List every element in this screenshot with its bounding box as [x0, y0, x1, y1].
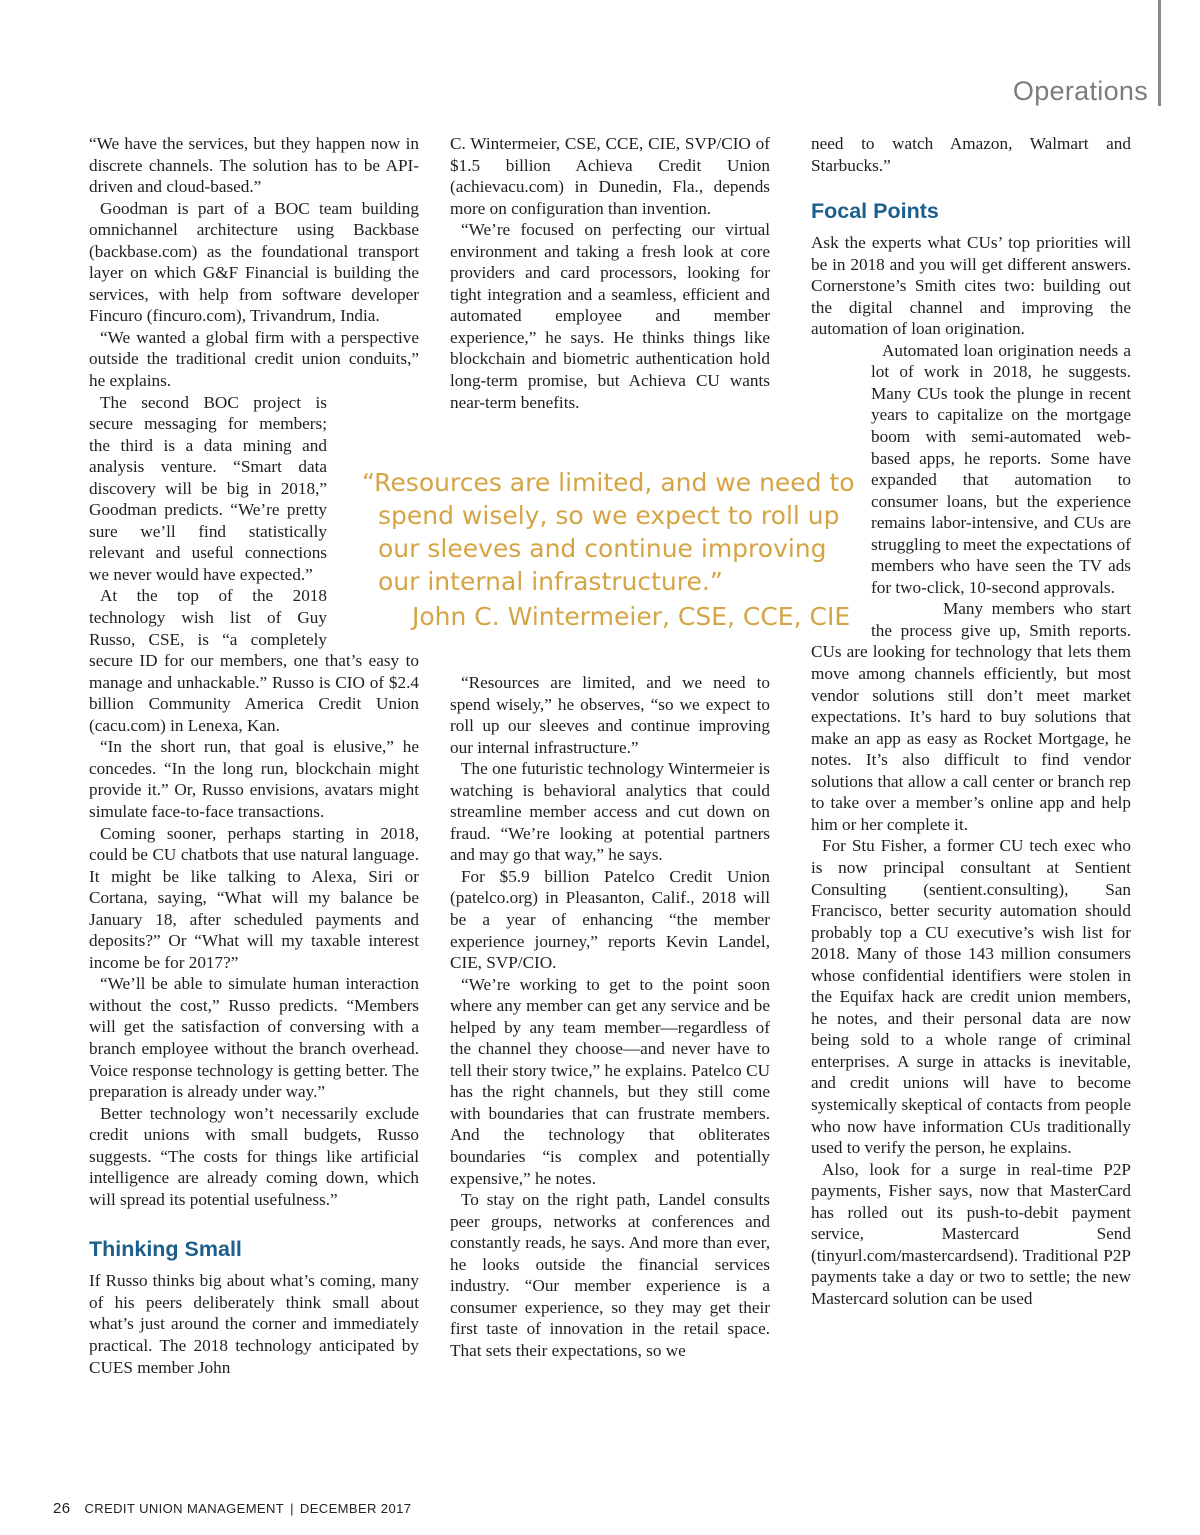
section-label: Operations	[1012, 76, 1148, 106]
paragraph: “We’re working to get to the point soon where any member can get any service and be helped by any team member—regardless of the channel they choose—and never have to tell their story twice,” he explains. Patelco CU has the right channels, but they still come with boundaries that can frustrate members. And the technology that obliterates boundaries “is complex and potentially expensive,” he notes.	[450, 974, 770, 1188]
paragraph: “We’ll be able to simulate human interaction without the cost,” Russo predicts. “Members will get the satisfaction of conversing with a branch employee without the branch overhead. Voice response technology is getting better. The preparation is already under way.”	[89, 974, 419, 1102]
pull-quote-line: spend wisely, so we expect to roll up	[378, 501, 840, 530]
paragraph: The one futuristic technology Wintermeier is watching is behavioral analytics that could streamline member access and cut down on fraud. “We’re looking at potential partners and may go that way,” he says.	[450, 759, 770, 865]
column-1	[89, 133, 419, 1378]
paragraph: Many members who start the process give up, Smith reports. CUs are looking for technology that lets them move among channels efficiently, but most vendor solutions still don’t meet market expectations. It’s hard to buy solutions that make an app as easy as Rocket Mortgage, he notes. It’s also difficult to find vendor solutions that allow a call center or branch rep to take over a member’s online app and help him or her complete it.	[811, 599, 1131, 834]
paragraph: For $5.9 billion Patelco Credit Union (patelco.org) in Pleasanton, Calif., 2018 will be a year of enhancing “the member experience journey,” reports Kevin Landel, CIE, SVP/CIO.	[450, 866, 770, 973]
paragraph: “We’re focused on perfecting our virtual environment and taking a fresh look at core providers and card processors, looking for tight integration and a seamless, efficient and automated employee and member experience,” he says. He thinks things like blockchain and biometric authentication hold long-term promise, but Achieva CU wants near-term benefits.	[450, 220, 770, 412]
paragraph: The second BOC project is secure messaging for members; the third is a data mining and analysis venture. “Smart data discovery will be big in 2018,” Goodman predicts. “We’re pretty sure we’ll find statistically relevant and useful connections we never would have expected.”	[89, 392, 327, 584]
paragraph: Ask the experts what CUs’ top priorities will be in 2018 and you will get different answers. Cornerstone’s Smith cites two: building out the digital channel and improving the automation of loan origination.	[811, 233, 1131, 339]
issue-date: DECEMBER 2017	[299, 1501, 412, 1516]
paragraph: Automated loan origination needs a lot of work in 2018, he suggests. Many CUs took the plunge in recent years to capitalize on the mortgage boom with semi-automated web-based apps, he reports. Some have expanded that automation to consumer loans, but the experience remains labor-intensive, and CUs are struggling to meet the expectations of members who have seen the TV ads for two-click, 10-second approvals.	[871, 340, 1131, 597]
pull-quote	[362, 466, 862, 598]
paragraph: Also, look for a surge in real-time P2P payments, Fisher says, now that MasterCard has rolled out its push-to-debit payment service, Mastercard Send (tinyurl.com/mastercardsend). Traditional P2P payments take a day or two to settle; the new Mastercard solution can be used	[811, 1159, 1131, 1308]
page-number: 26	[53, 1500, 71, 1517]
paragraph: Better technology won’t necessarily exclude credit unions with small budgets, Russo suggests. “The costs for things like artificial intelligence are already coming down, which will spread its potential usefulness.”	[89, 1103, 419, 1209]
paragraph: “We have the services, but they happen now in discrete channels. The solution has to be API-driven and cloud-based.”	[89, 134, 419, 197]
paragraph: For Stu Fisher, a former CU tech exec who is now principal consultant at Sentient Consulting (sentient.consulting), San Francisco, better security automation should probably top a CU executive’s wish list for 2018. Many of those 143 million consumers whose confidential identifiers were stolen in the Equifax hack are credit union members, he notes, and their personal data are now being sold to a whole range of criminal enterprises. A surge in attacks is inevitable, and credit unions will have to become systemically skeptical of contacts from people who now have information CUs traditionally used to verify the person, he explains.	[811, 836, 1131, 1158]
page-footer	[53, 1500, 411, 1517]
pull-quote-line: our internal infrastructure.”	[378, 567, 723, 596]
pull-quote-attribution: John C. Wintermeier, CSE, CCE, CIE	[412, 602, 851, 631]
paragraph: To stay on the right path, Landel consults peer groups, networks at conferences and constantly reads, he says. And more than ever, he looks outside the financial services industry. “Our member experience is a consumer experience, so they may get their first taste of innovation in the retail space. That sets their expectations, so we	[450, 1190, 770, 1360]
publication-name: CREDIT UNION MANAGEMENT	[84, 1501, 285, 1516]
paragraph: At the top of the 2018 technology wish list of Guy Russo, CSE, is “a completely secure ID for our members, one that’s easy to manage and unhackable.” Russo is CIO of $2.4 billion Community America Credit Union (cacu.com) in Lenexa, Kan.	[89, 586, 419, 735]
subhead-focal-points: Focal Points	[811, 199, 939, 224]
header-rule	[1158, 0, 1161, 106]
paragraph: If Russo thinks big about what’s coming, many of his peers deliberately think small about what’s just around the corner and immediately practical. The 2018 technology anticipated by CUES member John	[89, 1271, 419, 1377]
paragraph: Goodman is part of a BOC team building omnichannel architecture using Backbase (backbase.com) as the foundational transport layer on which G&F Financial is building the services, with help from software developer Fincuro (fincuro.com), Trivandrum, India.	[89, 198, 419, 326]
paragraph: need to watch Amazon, Walmart and Starbucks.”	[811, 134, 1131, 175]
column-2-top	[450, 133, 770, 413]
pull-quote-line: our sleeves and continue improving	[378, 534, 827, 563]
pull-quote-line: “Resources are limited, and we need to	[362, 468, 855, 497]
footer-separator: |	[290, 1501, 294, 1516]
column-3	[811, 133, 1131, 1309]
column-2-bottom	[450, 672, 770, 1362]
paragraph: “We wanted a global firm with a perspective outside the traditional credit union conduits,” he explains.	[89, 327, 419, 391]
paragraph: “In the short run, that goal is elusive,” he concedes. “In the long run, blockchain might provide it.” Or, Russo envisions, avatars might simulate face-to-face transactions.	[89, 737, 419, 821]
paragraph: “Resources are limited, and we need to spend wisely,” he observes, “so we expect to roll up our sleeves and continue improving our internal infrastructure.”	[450, 673, 770, 757]
paragraph: Coming sooner, perhaps starting in 2018, could be CU chatbots that use natural language. It might be like talking to Alexa, Siri or Cortana, saying, “What will my balance be January 18, after scheduled payments and deposits?” Or “What will my taxable interest income be for 2017?”	[89, 823, 419, 972]
subhead-thinking-small: Thinking Small	[89, 1237, 242, 1262]
pullquote-spacer	[811, 426, 871, 641]
paragraph: C. Wintermeier, CSE, CCE, CIE, SVP/CIO of $1.5 billion Achieva Credit Union (achievacu.com) in Dunedin, Fla., depends more on configuration than invention.	[450, 134, 770, 218]
